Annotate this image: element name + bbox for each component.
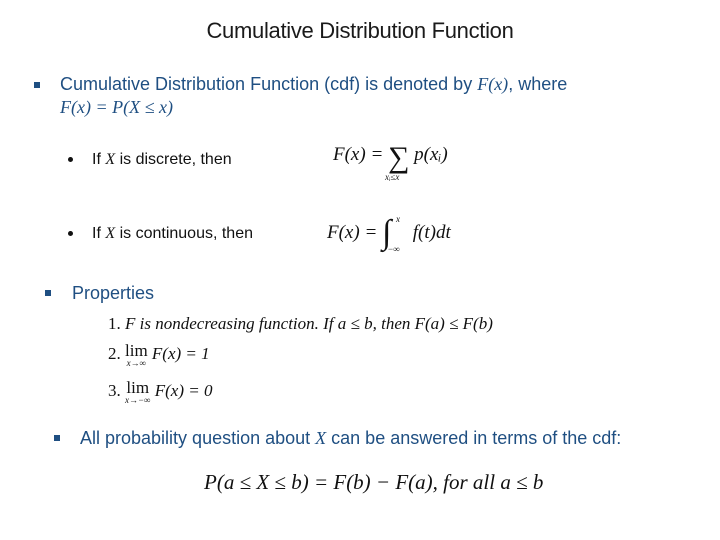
continuous-label-pre: If [92,225,106,242]
cdf-definition: F(x) = P(X ≤ x) [60,97,173,117]
integral-upper-limit: x [396,214,401,224]
limit-word: lim [125,341,148,360]
intro-text [60,73,700,95]
limit-operator [125,378,151,405]
limit-subscript: x→−∞ [125,395,151,405]
continuous-label-post: is continuous, then [115,225,253,242]
property-number: 3. [108,381,121,400]
continuous-label [92,224,253,244]
probability-pre: All probability question about [80,428,316,448]
property-number: 1. [108,314,121,333]
sum-block [385,141,410,182]
limit-word: lim [126,378,150,397]
probability-post: can be answered in terms of the cdf: [326,428,622,448]
properties-heading: Properties [72,283,155,303]
integral-symbol: ∫ [382,214,392,251]
intro-lead: Cumulative Distribution Function (cdf) is denoted by [60,74,478,94]
discrete-formula-rhs: p(xᵢ) [414,144,448,165]
intro-fx: F(x) [477,74,509,94]
property-item-2 [108,341,210,368]
continuous-formula-lhs: F(x) = [327,222,383,243]
property-text: F(x) = 0 [154,381,213,400]
sum-subscript: xᵢ≤x [385,172,400,182]
property-text: F(x) = 1 [151,344,210,363]
limit-operator [125,341,148,368]
probability-formula: P(a ≤ X ≤ b) = F(b) − F(a), for all a ≤ b [204,470,544,494]
slide-title: Cumulative Distribution Function [206,18,514,43]
bullet-dot-icon [68,231,73,236]
sum-symbol: ∑ [388,141,410,174]
bullet-dot-icon [68,157,73,162]
continuous-formula-rhs: f(t)dt [412,222,451,243]
bullet-square-icon [34,82,40,88]
integral-block [382,214,408,254]
intro-where: , where [508,74,568,94]
discrete-formula-lhs: F(x) = [333,144,389,165]
discrete-label-var: X [105,151,116,168]
probability-var: X [315,428,327,448]
discrete-label-post: is discrete, then [115,151,232,168]
discrete-label [92,150,232,170]
continuous-label-var: X [105,225,116,242]
property-item-3 [108,378,213,405]
bullet-square-icon [54,435,60,441]
property-number: 2. [108,344,121,363]
integral-lower-limit: −∞ [388,244,400,254]
limit-subscript: x→∞ [126,358,147,368]
property-text: F is nondecreasing function. If a ≤ b, then F(a) ≤ F(b) [125,314,493,333]
continuous-formula [327,214,451,254]
property-item-1 [108,314,493,334]
probability-text [80,427,710,449]
discrete-formula [333,141,448,182]
bullet-square-icon [45,290,51,296]
discrete-label-pre: If [92,151,106,168]
